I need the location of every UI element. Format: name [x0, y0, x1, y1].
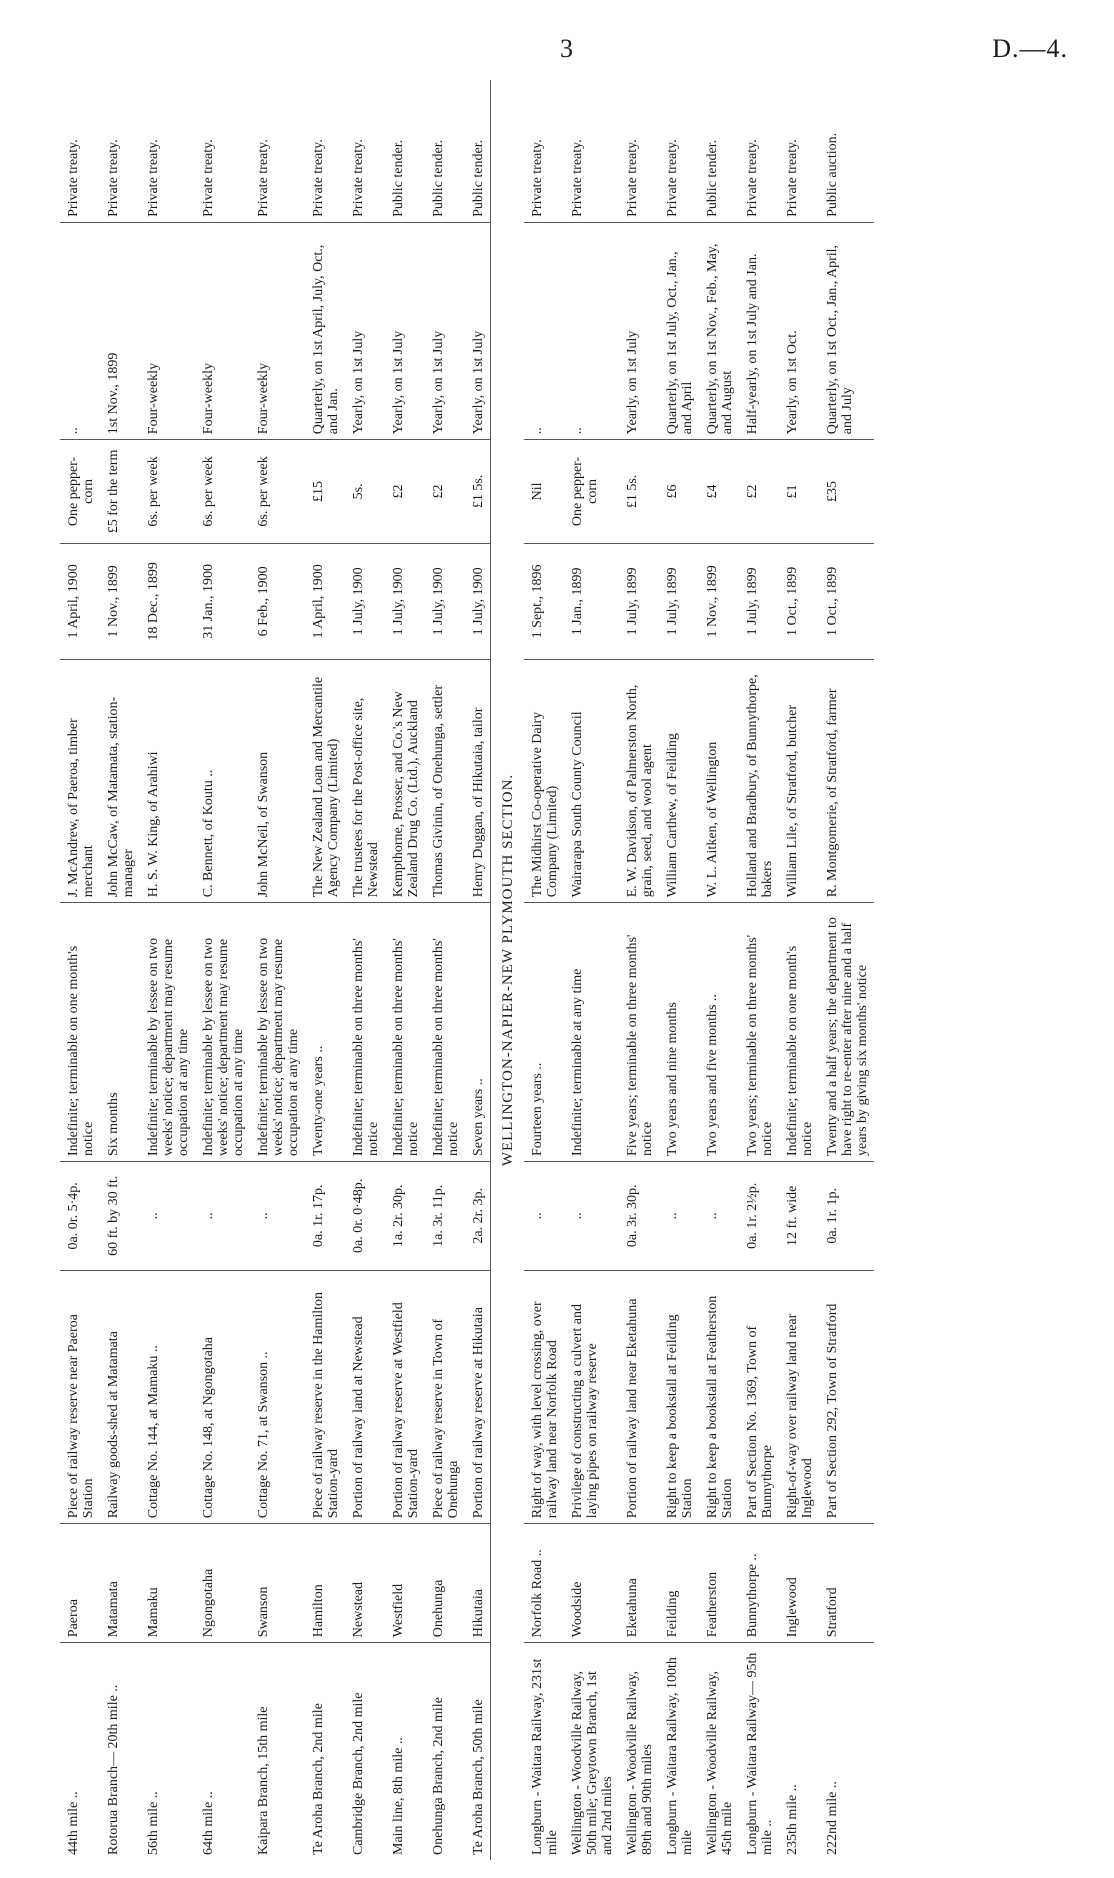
cell-payable: ..	[60, 222, 100, 439]
cell-how-leased: Private treaty.	[140, 80, 195, 222]
cell-payable: ..	[564, 222, 619, 439]
cell-station: Onehunga	[425, 1524, 465, 1643]
cell-location: 64th mile ..	[201, 1791, 216, 1855]
document-reference: D.—4.	[992, 34, 1068, 63]
cell-rental: £35	[819, 440, 874, 543]
cell-tenancy: Indefinite; terminable on three months' notice	[385, 903, 425, 1162]
cell-how-leased: Public tender.	[699, 80, 739, 222]
cell-lessee: Wairarapa South County Council	[564, 660, 619, 903]
cell-location: 222nd mile ..	[825, 1781, 840, 1855]
table-row	[195, 80, 250, 1860]
table-row	[819, 80, 874, 1860]
cell-how-leased: Private treaty.	[779, 80, 819, 222]
cell-how-leased: Private treaty.	[100, 80, 140, 222]
cell-description: Right-of-way over railway land near Inglewood	[779, 1270, 819, 1524]
cell-location: Wellington - Woodville Railway, 50th mile; Greytown Branch, 1st and 2nd miles	[570, 1671, 615, 1855]
cell-commencing: 18 Dec., 1899	[140, 543, 195, 659]
cell-description: Right of way, with level crossing, over railway land near Norfolk Road	[524, 1270, 564, 1524]
cell-description: Privilege of constructing a culvert and laying pipes on railway reserve	[564, 1270, 619, 1524]
cell-station: Feilding	[659, 1524, 699, 1643]
cell-commencing: 1 July, 1899	[619, 543, 659, 659]
cell-rental: One pepper-corn	[564, 440, 619, 543]
cell-description: Cottage No. 71, at Swanson ..	[250, 1270, 305, 1524]
cell-commencing: 1 April, 1900	[60, 543, 100, 659]
cell-station: Westfield	[385, 1524, 425, 1643]
cell-station: Stratford	[819, 1524, 874, 1643]
cell-lessee: R. Montgomerie, of Stratford, farmer	[819, 660, 874, 903]
cell-location: 44th mile ..	[66, 1791, 81, 1855]
cell-area: ..	[699, 1162, 739, 1271]
cell-payable: Yearly, on 1st July	[465, 222, 491, 439]
table-row	[305, 80, 345, 1860]
table-row	[739, 80, 779, 1860]
cell-area: ..	[524, 1162, 564, 1271]
cell-area: 0a. 0r. 5·4p.	[60, 1162, 100, 1271]
cell-station: Ngongotaha	[195, 1524, 250, 1643]
cell-rental: £2	[425, 440, 465, 543]
table-row	[425, 80, 465, 1860]
section-heading-row	[491, 80, 525, 1860]
cell-payable: ..	[524, 222, 564, 439]
cell-lessee: C. Bennett, of Koutu ..	[195, 660, 250, 903]
cell-description: Piece of railway reserve in Town of Onehunga	[425, 1270, 465, 1524]
cell-payable: Four-weekly	[195, 222, 250, 439]
cell-commencing: 1 Jan., 1899	[564, 543, 619, 659]
cell-description: Part of Section No. 1369, Town of Bunnythorpe	[739, 1270, 779, 1524]
cell-payable: Quarterly, on 1st April, July, Oct., and Jan.	[305, 222, 345, 439]
cell-how-leased: Private treaty.	[195, 80, 250, 222]
cell-payable: Quarterly, on 1st Oct., Jan., April, and July	[819, 222, 874, 439]
cell-description: Portion of railway land at Newstead	[345, 1270, 385, 1524]
cell-area: ..	[250, 1162, 305, 1271]
table-row	[564, 80, 619, 1860]
cell-payable: Yearly, on 1st July	[619, 222, 659, 439]
cell-description: Piece of railway reserve near Paeroa Station	[60, 1270, 100, 1524]
cell-how-leased: Private treaty.	[305, 80, 345, 222]
cell-lessee: H. S. W. King, of Arahiwi	[140, 660, 195, 903]
table-row	[250, 80, 305, 1860]
cell-payable: Half-yearly, on 1st July and Jan.	[739, 222, 779, 439]
cell-tenancy: Six months	[100, 903, 140, 1162]
cell-area: ..	[140, 1162, 195, 1271]
table-row	[659, 80, 699, 1860]
cell-lessee: E. W. Davidson, of Palmerston North, grain, seed, and wool agent	[619, 660, 659, 903]
cell-lessee: The Midhirst Co-operative Dairy Company (Limited)	[524, 660, 564, 903]
cell-rental: £1	[779, 440, 819, 543]
cell-rental: 5s.	[345, 440, 385, 543]
cell-how-leased: Private treaty.	[739, 80, 779, 222]
cell-rental: £1 5s.	[465, 440, 491, 543]
cell-area: ..	[195, 1162, 250, 1271]
cell-description: Portion of railway reserve at Hikutaia	[465, 1270, 491, 1524]
cell-area: 60 ft. by 30 ft.	[100, 1162, 140, 1271]
cell-area: 0a. 1r. 17p.	[305, 1162, 345, 1271]
table-row	[60, 80, 100, 1860]
cell-tenancy: Five years; terminable on three months' notice	[619, 903, 659, 1162]
table-row	[345, 80, 385, 1860]
cell-how-leased: Public tender.	[425, 80, 465, 222]
cell-location: Te Aroha Branch, 50th mile	[471, 1699, 486, 1855]
cell-location: Longburn - Waitara Railway, 231st mile	[530, 1658, 560, 1855]
cell-tenancy: Indefinite; terminable at any time	[564, 903, 619, 1162]
cell-how-leased: Public tender.	[385, 80, 425, 222]
cell-lessee: J. McAndrew, of Paeroa, timber merchant	[60, 660, 100, 903]
cell-rental: £1 5s.	[619, 440, 659, 543]
cell-payable: Four-weekly	[140, 222, 195, 439]
cell-rental: Nil	[524, 440, 564, 543]
cell-location: Rotorua Branch— 20th mile ..	[106, 1684, 121, 1855]
cell-payable: Yearly, on 1st July	[345, 222, 385, 439]
cell-description: Portion of railway reserve at Westfield Station-yard	[385, 1270, 425, 1524]
cell-commencing: 1 July, 1899	[659, 543, 699, 659]
cell-description: Piece of railway reserve in the Hamilton Station-yard	[305, 1270, 345, 1524]
cell-commencing: 1 April, 1900	[305, 543, 345, 659]
cell-lessee: Kempthorne, Prosser, and Co.'s New Zealand Drug Co. (Ltd.), Auckland	[385, 660, 425, 903]
cell-tenancy: Two years and nine months	[659, 903, 699, 1162]
cell-commencing: 1 Nov., 1899	[699, 543, 739, 659]
cell-commencing: 1 Oct., 1899	[819, 543, 874, 659]
cell-area: 1a. 3r. 11p.	[425, 1162, 465, 1271]
cell-location: 235th mile ..	[785, 1784, 800, 1855]
cell-station: Inglewood	[779, 1524, 819, 1643]
cell-rental: One pepper-corn	[60, 440, 100, 543]
cell-rental: 6s. per week	[250, 440, 305, 543]
cell-commencing: 1 Oct., 1899	[779, 543, 819, 659]
cell-rental: £4	[699, 440, 739, 543]
cell-area: 0a. 1r. 2½p.	[739, 1162, 779, 1271]
cell-tenancy: Two years and five months ..	[699, 903, 739, 1162]
cell-location: Te Aroha Branch, 2nd mile	[311, 1703, 326, 1855]
cell-description: Cottage No. 148, at Ngongotaha	[195, 1270, 250, 1524]
cell-lessee: John McCaw, of Matamata, station-manager	[100, 660, 140, 903]
cell-payable: Yearly, on 1st Oct.	[779, 222, 819, 439]
cell-tenancy: Twenty-one years ..	[305, 903, 345, 1162]
cell-description: Cottage No. 144, at Mamaku ..	[140, 1270, 195, 1524]
cell-payable: Quarterly, on 1st July, Oct., Jan., and April	[659, 222, 699, 439]
cell-area: 0a. 0r. 0·48p.	[345, 1162, 385, 1271]
cell-station: Woodside	[564, 1524, 619, 1643]
cell-location: Cambridge Branch, 2nd mile	[351, 1692, 366, 1855]
section-title: WELLINGTON-NAPIER-NEW PLYMOUTH SECTION.	[491, 80, 525, 1860]
cell-description: Portion of railway land near Eketahuna	[619, 1270, 659, 1524]
cell-payable: Yearly, on 1st July	[425, 222, 465, 439]
cell-lessee: John McNeil, of Swanson	[250, 660, 305, 903]
cell-area: 0a. 1r. 1p.	[819, 1162, 874, 1271]
cell-area: 2a. 2r. 3p.	[465, 1162, 491, 1271]
cell-station: Swanson	[250, 1524, 305, 1643]
cell-area: 0a. 3r. 30p.	[619, 1162, 659, 1271]
cell-rental: £5 for the term	[100, 440, 140, 543]
table-row	[779, 80, 819, 1860]
cell-tenancy: Indefinite; terminable on one month's notice	[779, 903, 819, 1162]
cell-lessee: Thomas Givinin, of Onehunga, settler	[425, 660, 465, 903]
page-number: 3	[560, 34, 574, 63]
table-row	[140, 80, 195, 1860]
railway-leases-table	[60, 80, 874, 1860]
cell-station: Matamata	[100, 1524, 140, 1643]
cell-lessee: William Carthew, of Feilding	[659, 660, 699, 903]
cell-commencing: 1 July, 1900	[465, 543, 491, 659]
cell-how-leased: Public tender.	[465, 80, 491, 222]
cell-rental: £6	[659, 440, 699, 543]
cell-lessee: W. L. Aitken, of Wellington	[699, 660, 739, 903]
cell-location: Onehunga Branch, 2nd mile	[431, 1697, 446, 1855]
table-row	[100, 80, 140, 1860]
cell-how-leased: Public auction.	[819, 80, 874, 222]
cell-tenancy: Indefinite; terminable by lessee on two weeks' notice; department may resume occupation at any time	[195, 903, 250, 1162]
cell-rental: £15	[305, 440, 345, 543]
cell-station: Mamaku	[140, 1524, 195, 1643]
cell-rental: 6s. per week	[140, 440, 195, 543]
table-row	[699, 80, 739, 1860]
cell-description: Railway goods-shed at Matamata	[100, 1270, 140, 1524]
cell-rental: £2	[739, 440, 779, 543]
cell-tenancy: Indefinite; terminable by lessee on two weeks' notice; department may resume occupation at any time	[140, 903, 195, 1162]
cell-description: Part of Section 292, Town of Stratford	[819, 1270, 874, 1524]
cell-station: Paeroa	[60, 1524, 100, 1643]
cell-lessee: The New Zealand Loan and Mercantile Agency Company (Limited)	[305, 660, 345, 903]
cell-tenancy: Indefinite; terminable by lessee on two weeks' notice; department may resume occupation at any time	[250, 903, 305, 1162]
cell-location: Longburn - Waitara Railway— 95th mile ..	[745, 1652, 775, 1855]
cell-station: Newstead	[345, 1524, 385, 1643]
cell-tenancy: Two years; terminable on three months' notice	[739, 903, 779, 1162]
cell-commencing: 6 Feb., 1900	[250, 543, 305, 659]
cell-how-leased: Private treaty.	[564, 80, 619, 222]
cell-commencing: 31 Jan., 1900	[195, 543, 250, 659]
table-row	[465, 80, 491, 1860]
cell-commencing: 1 Sept., 1896	[524, 543, 564, 659]
cell-description: Right to keep a bookstall at Feilding Station	[659, 1270, 699, 1524]
cell-how-leased: Private treaty.	[345, 80, 385, 222]
cell-description: Right to keep a bookstall at Featherston Station	[699, 1270, 739, 1524]
table-body	[60, 80, 874, 1860]
cell-tenancy: Seven years ..	[465, 903, 491, 1162]
table-row	[524, 80, 564, 1860]
cell-how-leased: Private treaty.	[524, 80, 564, 222]
cell-station: Hikutaia	[465, 1524, 491, 1643]
cell-payable: Yearly, on 1st July	[385, 222, 425, 439]
cell-area: ..	[659, 1162, 699, 1271]
table-row	[385, 80, 425, 1860]
cell-station: Bunnythorpe ..	[739, 1524, 779, 1643]
cell-station: Hamilton	[305, 1524, 345, 1643]
cell-rental: 6s. per week	[195, 440, 250, 543]
cell-location: Main line, 8th mile ..	[391, 1737, 406, 1855]
cell-area: ..	[564, 1162, 619, 1271]
cell-how-leased: Private treaty.	[659, 80, 699, 222]
cell-tenancy: Indefinite; terminable on one month's notice	[60, 903, 100, 1162]
cell-location: Longburn - Waitara Railway, 100th mile	[665, 1657, 695, 1855]
cell-tenancy: Twenty and a half years; the department to have right to re-enter after nine and a half years by giving six months' notice	[819, 903, 874, 1162]
cell-how-leased: Private treaty.	[250, 80, 305, 222]
cell-location: Wellington - Woodville Railway, 89th and 90th miles	[625, 1671, 655, 1855]
cell-location: 56th mile ..	[146, 1791, 161, 1855]
cell-commencing: 1 July, 1900	[385, 543, 425, 659]
cell-station: Featherston	[699, 1524, 739, 1643]
cell-commencing: 1 July, 1900	[425, 543, 465, 659]
cell-tenancy: Indefinite; terminable on three months' notice	[425, 903, 465, 1162]
cell-lessee: Henry Duggan, of Hikutaia, tailor	[465, 660, 491, 903]
table-row	[619, 80, 659, 1860]
cell-station: Norfolk Road ..	[524, 1524, 564, 1643]
cell-how-leased: Private treaty.	[60, 80, 100, 222]
cell-tenancy: Indefinite; terminable on three months' notice	[345, 903, 385, 1162]
cell-payable: Quarterly, on 1st Nov., Feb., May, and August	[699, 222, 739, 439]
rotated-lease-table	[60, 80, 1040, 1860]
cell-area: 1a. 2r. 30p.	[385, 1162, 425, 1271]
cell-station: Eketahuna	[619, 1524, 659, 1643]
cell-payable: Four-weekly	[250, 222, 305, 439]
cell-lessee: William Lile, of Stratford, butcher	[779, 660, 819, 903]
cell-commencing: 1 Nov., 1899	[100, 543, 140, 659]
cell-location: Wellington - Woodville Railway, 45th mile	[705, 1671, 735, 1855]
cell-area: 12 ft. wide	[779, 1162, 819, 1271]
cell-how-leased: Private treaty.	[619, 80, 659, 222]
cell-lessee: Holland and Bradbury, of Bunnythorpe, bakers	[739, 660, 779, 903]
cell-lessee: The trustees for the Post-office site, Newstead	[345, 660, 385, 903]
cell-rental: £2	[385, 440, 425, 543]
cell-payable: 1st Nov., 1899	[100, 222, 140, 439]
cell-location: Kaipara Branch, 15th mile	[256, 1706, 271, 1855]
cell-tenancy: Fourteen years ..	[524, 903, 564, 1162]
cell-commencing: 1 July, 1900	[345, 543, 385, 659]
cell-commencing: 1 July, 1899	[739, 543, 779, 659]
